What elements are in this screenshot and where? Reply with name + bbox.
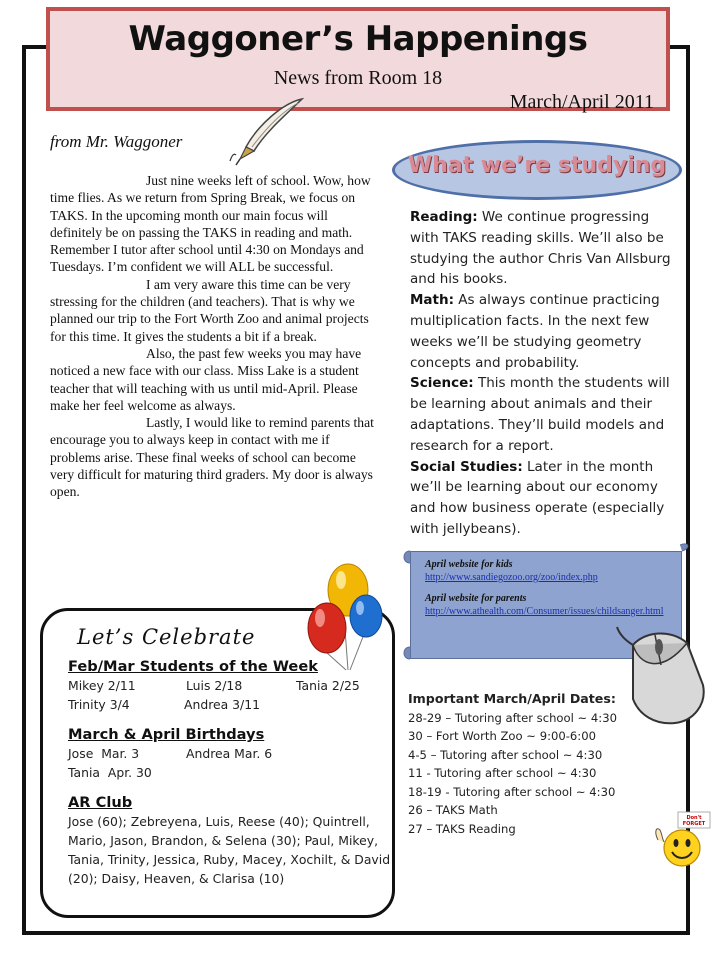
newsletter-date: March/April 2011: [509, 91, 654, 113]
birthdays-heading: March & April Birthdays: [68, 726, 265, 743]
subject-reading: [410, 207, 682, 290]
date-item: 26 – TAKS Math: [408, 803, 498, 817]
subject-text: As always continue practicing multiplication facts. In the next few weeks we’ll be studying geometry concepts and probability.: [410, 292, 660, 371]
teacher-letter: [50, 172, 375, 501]
date-item: 11 - Tutoring after school ~ 4:30: [408, 766, 597, 780]
date-item: 28-29 – Tutoring after school ~ 4:30: [408, 710, 617, 725]
student-entry: Luis 2/18: [186, 678, 243, 693]
studying-title: What we’re studying: [407, 153, 667, 178]
student-entry: Mikey 2/11: [68, 678, 136, 693]
letter-paragraph: Just nine weeks left of school. Wow, how time flies. As we return from Spring Break, we focus on TAKS. In the upcoming month our main focus will definitely be on passing the TAKS in reading and math. Remember I tutor after school until 4:30 on Mondays and Tuesdays. I’m confident we will ALL be successful.: [50, 173, 371, 275]
date-item: 27 – TAKS Reading: [408, 821, 516, 836]
students-of-week-heading: Feb/Mar Students of the Week: [68, 658, 318, 675]
smiley-reminder-icon: [650, 810, 712, 872]
ar-club-text: Jose (60); Zebreyena, Luis, Reese (40); Quintrell, Mario, Jason, Brandon, & Selena (30); Paul, Mikey, Tania, Trinity, Jessica, Ruby, Macey, Xochilt, & David (20); Daisy, Heaven, & Clarisa (10): [68, 814, 391, 886]
studying-banner: [392, 140, 682, 200]
parents-website-link[interactable]: http://www.athealth.com/Consumer/issues/childsanger.html: [425, 606, 664, 617]
subject-science: [410, 373, 682, 456]
subject-text: This month the students will be learning about animals and their adaptations. They’ll build models and research for a report.: [410, 375, 670, 454]
birthday-entry: Tania Apr. 30: [68, 765, 152, 780]
subject-label: Science:: [410, 375, 474, 392]
birthday-entry: Andrea Mar. 6: [186, 746, 273, 761]
letter-paragraph: Also, the past few weeks you may have noticed a new face with our class. Miss Lake is a student teacher that will teaching with us until mid-April. Please make her feel welcome as always.: [50, 345, 362, 413]
parents-website-label: April website for parents: [425, 593, 527, 604]
balloons-icon: [300, 560, 390, 680]
students-row: [68, 695, 396, 714]
letter-paragraph: Lastly, I would like to remind parents that encourage you to always keep in contact with me if problems arise. These final weeks of school can become very difficult for maturing third graders. My door is always open.: [50, 415, 374, 500]
letter-from: from Mr. Waggoner: [50, 132, 183, 151]
svg-text:Don't: Don't: [686, 815, 702, 821]
important-dates-heading: Important March/April Dates:: [408, 691, 616, 706]
birthdays-row: [68, 744, 396, 763]
newsletter-subtitle: News from Room 18: [273, 67, 443, 89]
subject-social-studies: [410, 457, 682, 540]
svg-text:FORGET: FORGET: [682, 821, 706, 827]
kids-website-label: April website for kids: [425, 559, 513, 570]
letter-paragraph: I am very aware this time can be very stressing for the children (and teachers). That is why we planned our trip to the Fort Worth Zoo and animal projects for this time. It gives the students a bit if a break.: [50, 276, 369, 344]
subject-label: Social Studies:: [410, 458, 523, 475]
subject-label: Reading:: [410, 209, 478, 225]
subject-text: Later in the month we’ll be learning about our economy and how business operate (especially with jellybeans).: [410, 458, 665, 537]
kids-website-link[interactable]: http://www.sandiegozoo.org/zoo/index.php: [425, 572, 598, 583]
celebrate-title: Let’s Celebrate: [77, 625, 256, 649]
newsletter-title: Waggoner’s Happenings: [128, 19, 588, 59]
student-entry: Trinity 3/4: [68, 697, 130, 712]
subject-label: Math:: [410, 292, 455, 309]
date-item: 30 – Fort Worth Zoo ~ 9:00-6:00: [408, 729, 596, 743]
subject-text: We continue progressing with TAKS reading skills. We’ll also be studying the author Chris Van Allsburg and his books.: [410, 209, 671, 288]
newsletter-header: [46, 7, 670, 111]
date-item: 18-19 - Tutoring after school ~ 4:30: [408, 784, 616, 799]
student-entry: Tania 2/25: [296, 678, 360, 693]
student-entry: Andrea 3/11: [184, 697, 260, 712]
ar-club-heading: AR Club: [68, 794, 133, 811]
subjects-section: [410, 207, 682, 540]
birthday-entry: Jose Mar. 3: [68, 746, 140, 761]
date-item: 4-5 – Tutoring after school ~ 4:30: [408, 747, 603, 762]
quill-pen-icon: [228, 95, 308, 170]
subject-math: [410, 290, 682, 373]
birthdays-row: [68, 763, 396, 782]
important-dates: [408, 690, 678, 838]
